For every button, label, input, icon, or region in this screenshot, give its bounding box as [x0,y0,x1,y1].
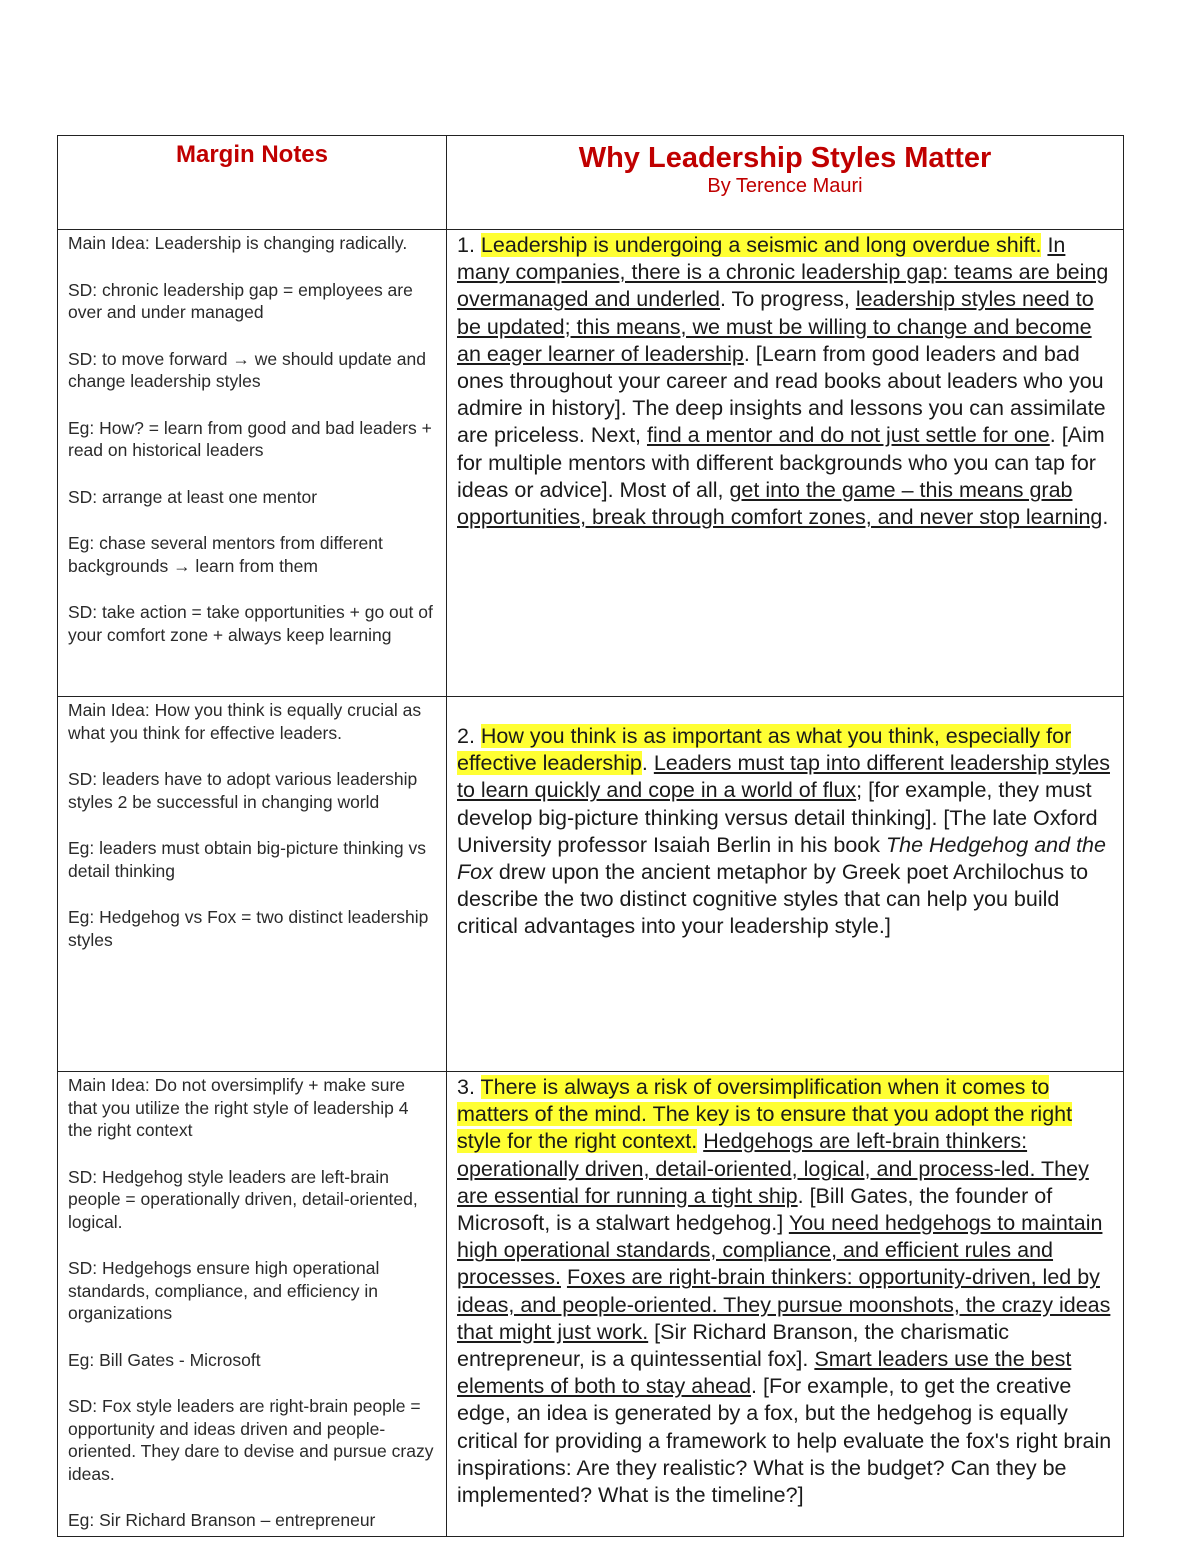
paragraph-number: 1. [457,233,481,257]
article-title: Why Leadership Styles Matter [578,142,992,174]
article-paragraph-3: 3. There is always a risk of oversimplification when it comes to matters of the mind. The key is to ensure that you adopt the right style for the right context. Hedgehogs are left-brain thinkers: operationally driven, detail-oriented, logical, and process-led. They are essential for running a tight ship. [Bill Gates, the founder of Microsoft, is a stalwart hedgehog.] You need hedgehogs to maintain high operational standards, compliance, and efficient rules and processes. Foxes are right-brain thinkers: opportunity-driven, led by ideas, and people-oriented. They pursue moonshots, the crazy ideas that might just work. [Sir Richard Branson, the charismatic entrepreneur, is a quintessential fox]. Smart leaders use the best elements of both to stay ahead. [For example, to get the creative edge, an idea is generated by a fox, but the hedgehog is equally critical for providing a framework to help evaluate the fox's right brain inspirations: Are they realistic? What is the budget? Can they be implemented? What is the timeline?] [447,1072,1124,1537]
note: Eg: chase several mentors from different backgrounds → learn from them [68,533,383,576]
article-paragraph-1: 1. Leadership is undergoing a seismic and long overdue shift. In many companies, there is a chronic leadership gap: teams are being overmanaged and underled. To progress, leadership styles need to be updated; this means, we must be willing to change and become an eager learner of leadership. [Learn from good leaders and bad ones throughout your career and read books about leaders who you admire in history]. The deep insights and lessons you can assimilate are priceless. Next, find a mentor and do not just settle for one. [Aim for multiple mentors with different backgrounds who you can tap for ideas or advice]. Most of all, get into the game – this means grab opportunities, break through comfort zones, and never stop learning. [447,230,1124,697]
highlighted-text: How you think is as important as what you think, especially for effective leadership [457,724,1072,776]
underlined-text: In many companies, there is a chronic leadership gap: teams are being overmanaged and underled [457,233,1109,312]
margin-notes-1 [58,230,447,697]
margin-notes-3 [58,1072,447,1537]
margin-notes-heading: Margin Notes [58,136,447,230]
note: SD: leaders have to adopt various leadership styles 2 be successful in changing world [68,769,418,812]
article-paragraph-2: 2. How you think is as important as what you think, especially for effective leadership. Leaders must tap into different leadership styles to learn quickly and cope in a world of flux; [for example, they must develop big-picture thinking versus detail thinking]. [The late Oxford University professor Isaiah Berlin in his book The Hedgehog and the Fox drew upon the ancient metaphor by Greek poet Archilochus to describe the two distinct cognitive styles that can help you build critical advantages into your leadership style.] [447,697,1124,1072]
note: SD: chronic leadership gap = employees are over and under managed [68,279,413,322]
note: SD: Fox style leaders are right-brain people = opportunity and ideas driven and people-oriented. They dare to devise and pursue crazy ideas. [68,1396,434,1484]
highlighted-text: Leadership is undergoing a seismic and long overdue shift. [480,233,1042,257]
note: SD: Hedgehogs ensure high operational standards, compliance, and efficiency in organizations [68,1258,380,1323]
note: Eg: Bill Gates - Microsoft [68,1349,261,1370]
underlined-text: Leaders must tap into different leadership styles to learn quickly and cope in a world of flux [457,751,1110,803]
section-row-1 [58,230,1124,697]
underlined-text: Hedgehogs are left-brain thinkers: operationally driven, detail-oriented, logical, and process-led. They are essential for running a tight ship [457,1129,1089,1208]
note: SD: to move forward → we should update and change leadership styles [68,348,426,391]
book-title: The Hedgehog and the Fox [457,832,1106,885]
underlined-text: Foxes are right-brain thinkers: opportunity-driven, led by ideas, and people-oriented. They pursue moonshots, the crazy ideas that might just work. [457,1265,1111,1344]
article-author: By Terence Mauri [707,175,863,197]
underlined-text: find a mentor and do not just settle for one [646,423,1050,448]
underlined-text: Smart leaders use the best elements of both to stay ahead [457,1347,1072,1399]
note: Main Idea: Leadership is changing radically. [68,233,408,253]
note: SD: arrange at least one mentor [68,486,318,507]
highlighted-text: There is always a risk of oversimplification when it comes to matters of the mind. The key is to ensure that you adopt the right style for the right context. [457,1075,1073,1154]
note: SD: take action = take opportunities + go out of your comfort zone + always keep learning [68,602,433,645]
note: Eg: leaders must obtain big-picture thinking vs detail thinking [68,838,426,881]
note: Main Idea: Do not oversimplify + make sure that you utilize the right style of leadership 4 the right context [68,1075,409,1140]
article-heading-cell [447,136,1124,230]
header-row [58,136,1124,230]
cornell-notes-table [57,135,1124,1537]
note: Eg: How? = learn from good and bad leaders + read on historical leaders [68,417,432,460]
underlined-text: leadership styles need to be updated; this means, we must be willing to change and become an eager learner of leadership [457,287,1094,366]
section-row-2 [58,697,1124,1072]
paragraph-number: 2. [457,724,481,748]
underlined-text: get into the game – this means grab opportunities, break through comfort zones, and never stop learning [457,477,1103,530]
paragraph-number: 3. [457,1075,481,1099]
underlined-text: You need hedgehogs to maintain high operational standards, compliance, and efficient rules and processes. [457,1211,1103,1290]
note: Eg: Sir Richard Branson – entrepreneur [68,1510,376,1530]
note: Main Idea: How you think is equally crucial as what you think for effective leaders. [68,700,422,743]
section-row-3 [58,1072,1124,1537]
note: Eg: Hedgehog vs Fox = two distinct leadership styles [68,907,429,950]
note: SD: Hedgehog style leaders are left-brain people = operationally driven, detail-oriented, logical. [68,1166,418,1232]
margin-notes-2 [58,697,447,1072]
